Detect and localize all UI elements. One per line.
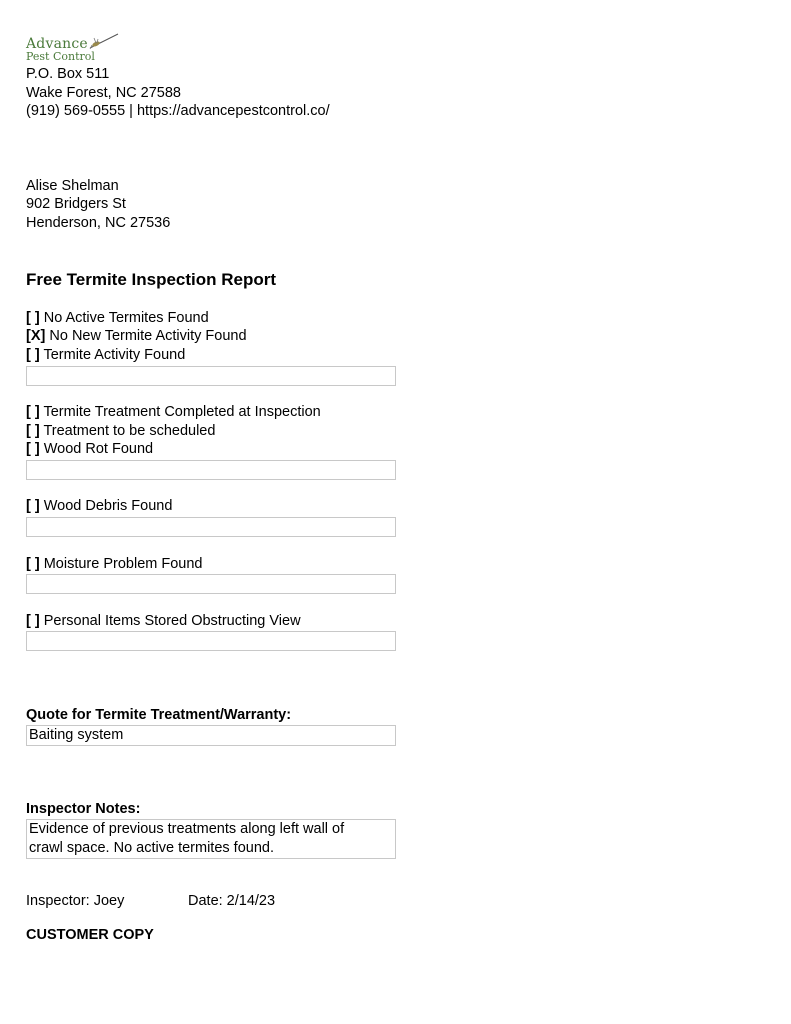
notes-line-2: crawl space. No active termites found.: [29, 839, 274, 856]
checkbox-mark: [ ]: [26, 498, 40, 514]
customer-name: Alise Shelman: [26, 178, 119, 194]
checkbox-mark: [ ]: [26, 441, 40, 457]
logo-subtitle: Pest Control: [26, 50, 95, 63]
checkbox-mark: [ ]: [26, 404, 40, 420]
termite-logo-icon: [88, 30, 120, 52]
company-contact: (919) 569-0555 | https://advancepestcontrol.co/: [26, 103, 330, 119]
inspector-name: Inspector: Joey: [26, 893, 125, 909]
check-item-no-new-activity: [26, 327, 247, 346]
check-item-label: No New Termite Activity Found: [49, 328, 247, 344]
quote-field[interactable]: [26, 725, 396, 746]
activity-details-field[interactable]: [26, 366, 396, 386]
check-item-personal-items: [26, 612, 301, 631]
check-item-label: Personal Items Stored Obstructing View: [43, 613, 301, 629]
check-item-label: Wood Debris Found: [43, 498, 173, 514]
check-item-moisture: [26, 555, 202, 574]
check-item-label: Moisture Problem Found: [43, 556, 203, 572]
company-address-line2: Wake Forest, NC 27588: [26, 85, 181, 101]
checkbox-mark: [ ]: [26, 556, 40, 572]
check-item-label: Termite Treatment Completed at Inspection: [43, 404, 321, 420]
logo-name: Advance: [26, 36, 88, 52]
checkbox-mark: [ ]: [26, 613, 40, 629]
checkbox-mark: [X]: [26, 328, 46, 344]
notes-label: Inspector Notes:: [26, 801, 141, 817]
notes-line-1: Evidence of previous treatments along left wall of: [29, 821, 345, 837]
report-title: Free Termite Inspection Report: [26, 270, 277, 289]
checkbox-mark: [ ]: [26, 423, 40, 439]
customer-city: Henderson, NC 27536: [26, 215, 171, 231]
company-logo: [26, 30, 126, 66]
wood-debris-details-field[interactable]: [26, 517, 396, 537]
check-item-activity-found: [26, 346, 185, 365]
company-address-line1: P.O. Box 511: [26, 66, 110, 82]
notes-field[interactable]: [26, 819, 396, 859]
check-item-wood-debris: [26, 497, 172, 516]
check-item-treatment-scheduled: [26, 422, 215, 441]
check-item-wood-rot: [26, 440, 153, 459]
personal-items-details-field[interactable]: [26, 631, 396, 651]
check-item-label: Wood Rot Found: [43, 441, 154, 457]
check-item-label: Treatment to be scheduled: [43, 423, 216, 439]
moisture-details-field[interactable]: [26, 574, 396, 594]
check-item-treatment-completed: [26, 403, 321, 422]
checkbox-mark: [ ]: [26, 310, 40, 326]
checkbox-mark: [ ]: [26, 347, 40, 363]
quote-label: Quote for Termite Treatment/Warranty:: [26, 707, 292, 723]
quote-value: Baiting system: [29, 727, 124, 743]
inspection-date: Date: 2/14/23: [188, 893, 276, 909]
check-item-label: Termite Activity Found: [43, 347, 186, 363]
check-item-no-active-termites: [26, 309, 209, 328]
check-item-label: No Active Termites Found: [43, 310, 209, 326]
customer-street: 902 Bridgers St: [26, 196, 126, 212]
customer-copy-label: CUSTOMER COPY: [26, 927, 154, 943]
wood-rot-details-field[interactable]: [26, 460, 396, 480]
